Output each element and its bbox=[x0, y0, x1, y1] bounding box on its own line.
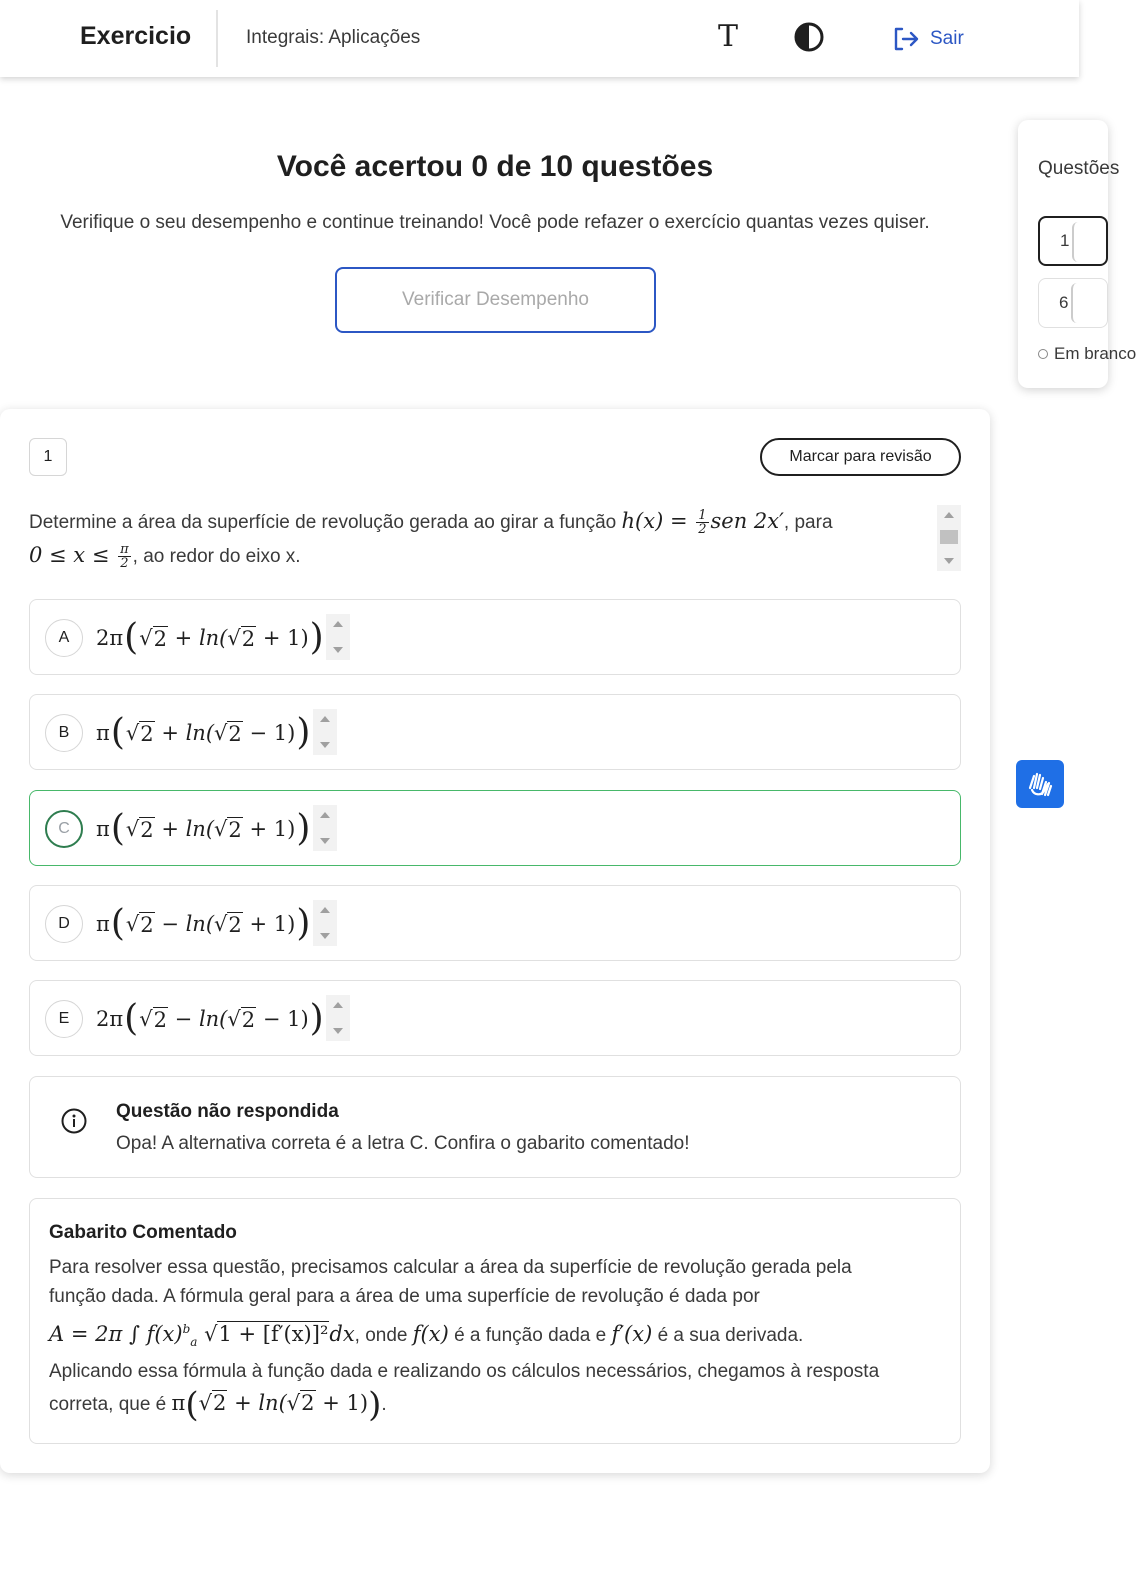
feedback-box bbox=[29, 1076, 961, 1178]
paren-close: ) bbox=[309, 998, 324, 1039]
scroll-down-icon[interactable] bbox=[333, 1028, 343, 1034]
sqrt-value: 2 bbox=[241, 626, 256, 651]
scroll-up-icon[interactable] bbox=[320, 716, 330, 722]
navigator-question-1[interactable] bbox=[1038, 216, 1108, 266]
navigator-number: 1 bbox=[1060, 231, 1070, 250]
subject-title: Integrais: Aplicações bbox=[246, 27, 421, 48]
answer-final-line bbox=[49, 1385, 949, 1426]
option-scrollbar[interactable] bbox=[313, 805, 337, 851]
question-navigator-panel bbox=[1018, 120, 1136, 388]
option-letter: E bbox=[45, 1000, 83, 1038]
sqrt-value: 2 bbox=[241, 1007, 256, 1032]
formula-op: + ln( bbox=[174, 626, 228, 650]
score-description: Verifique o seu desempenho e continue treinando! Você pode refazer o exercício quantas vezes quiser. bbox=[60, 212, 930, 233]
paren-close: ) bbox=[368, 1385, 382, 1426]
option-formula: π ( √ 2 + ln( √ 2 + 1) ) bbox=[96, 808, 311, 849]
scroll-down-icon[interactable] bbox=[333, 647, 343, 653]
scroll-down-icon[interactable] bbox=[320, 933, 330, 939]
scroll-up-icon[interactable] bbox=[320, 907, 330, 913]
scroll-up-icon[interactable] bbox=[944, 512, 954, 518]
formula-tail: + 1) bbox=[262, 626, 309, 650]
paren-open: ( bbox=[124, 617, 139, 658]
sqrt-value: 2 bbox=[228, 912, 242, 937]
sqrt-value: 2 bbox=[213, 1391, 227, 1416]
brand-title: Exercicio bbox=[80, 22, 192, 50]
logout-label: Sair bbox=[930, 28, 964, 49]
navigator-next-cell bbox=[1071, 283, 1111, 323]
top-header bbox=[0, 0, 1079, 77]
scroll-up-icon[interactable] bbox=[320, 812, 330, 818]
scroll-up-icon[interactable] bbox=[333, 621, 343, 627]
formula-coef: π bbox=[171, 1391, 186, 1416]
formula-tail: + 1) bbox=[249, 817, 296, 841]
verify-performance-button[interactable]: Verificar Desempenho bbox=[335, 267, 656, 333]
scroll-thumb[interactable] bbox=[940, 530, 958, 544]
score-title: Você acertou 0 de 10 questões bbox=[276, 150, 714, 183]
final-answer-formula: π(√2 + ln(√2 + 1)) bbox=[171, 1385, 382, 1426]
paren-close: ) bbox=[296, 808, 311, 849]
commented-answer-box bbox=[29, 1198, 961, 1444]
sqrt-value: 2 bbox=[140, 721, 154, 746]
option-letter: D bbox=[45, 905, 83, 943]
option-c[interactable] bbox=[29, 790, 961, 866]
answer-text: é a sua derivada. bbox=[657, 1325, 804, 1346]
range-lhs: 0 ≤ x ≤ bbox=[29, 543, 110, 567]
integral-lower: a bbox=[190, 1335, 198, 1350]
option-formula: π ( √ 2 − ln( √ 2 + 1) ) bbox=[96, 903, 311, 944]
function-rhs: sen 2x′ bbox=[710, 509, 784, 533]
paren-open: ( bbox=[110, 903, 125, 944]
navigator-next-cell bbox=[1072, 222, 1112, 262]
function-symbol: f(x) bbox=[412, 1322, 449, 1346]
formula-op: − ln( bbox=[174, 1007, 228, 1031]
paren-close: ) bbox=[296, 903, 311, 944]
blank-dot-icon bbox=[1038, 349, 1048, 359]
fraction-pi-half bbox=[118, 543, 131, 570]
formula-coef: π bbox=[96, 817, 110, 841]
answer-text: é a função dada e bbox=[454, 1325, 607, 1346]
sqrt-value: 2 bbox=[153, 626, 167, 651]
navigator-question-6[interactable] bbox=[1038, 278, 1108, 328]
surface-area-formula: A = 2π ∫ $f(x)^b_a$ √1 + [f′(x)]²dx bbox=[49, 1322, 355, 1350]
scroll-down-icon[interactable] bbox=[320, 742, 330, 748]
navigator-title: Questões bbox=[1038, 158, 1120, 179]
formula-op: + ln( bbox=[234, 1391, 287, 1416]
sqrt-value: 2 bbox=[153, 1007, 167, 1032]
formula-coef: 2π bbox=[96, 626, 124, 650]
answer-formula-line bbox=[49, 1315, 949, 1357]
statement-text: , ao redor do eixo x. bbox=[132, 546, 301, 567]
sqrt-value: 2 bbox=[140, 817, 154, 842]
paren-close: ) bbox=[296, 712, 311, 753]
option-a[interactable] bbox=[29, 599, 961, 675]
fraction-half bbox=[696, 509, 708, 536]
fraction-denominator: 2 bbox=[698, 522, 707, 537]
contrast-icon[interactable] bbox=[794, 22, 824, 52]
sqrt-value: 2 bbox=[228, 817, 242, 842]
formula-dx: dx bbox=[329, 1322, 355, 1346]
formula-coef: π bbox=[96, 912, 110, 936]
legend-label: Em branco bbox=[1054, 344, 1136, 363]
option-letter: A bbox=[45, 619, 83, 657]
option-letter: C bbox=[45, 810, 83, 848]
statement-function bbox=[621, 508, 784, 537]
paren-open: ( bbox=[110, 712, 125, 753]
question-number: 1 bbox=[29, 438, 67, 476]
scroll-down-icon[interactable] bbox=[320, 838, 330, 844]
font-size-icon[interactable]: T bbox=[717, 19, 738, 54]
sqrt-value: 2 bbox=[140, 912, 154, 937]
header-divider bbox=[216, 10, 218, 67]
formula-op: − ln( bbox=[161, 912, 215, 936]
navigator-legend bbox=[1038, 344, 1136, 364]
answer-text: , onde bbox=[354, 1325, 408, 1346]
option-letter: B bbox=[45, 714, 83, 752]
scroll-down-icon[interactable] bbox=[944, 558, 954, 564]
option-formula: 2π ( √ 2 + ln( √ 2 + 1) ) bbox=[96, 617, 324, 658]
paren-open: ( bbox=[124, 998, 139, 1039]
libras-accessibility-button[interactable] bbox=[1016, 760, 1064, 808]
fraction-denominator: 2 bbox=[120, 556, 129, 571]
formula-main: A = 2π ∫ f(x) bbox=[49, 1322, 183, 1346]
logout-icon bbox=[892, 26, 920, 52]
formula-tail: + 1) bbox=[322, 1391, 369, 1416]
sqrt-value: 2 bbox=[301, 1391, 315, 1416]
answer-line: Aplicando essa fórmula à função dada e realizando os cálculos necessários, chegamos à resposta bbox=[49, 1361, 880, 1383]
option-scrollbar[interactable] bbox=[326, 614, 350, 660]
paren-close: ) bbox=[309, 617, 324, 658]
commented-answer-text bbox=[49, 1253, 949, 1426]
feedback-text: Opa! A alternativa correta é a letra C. Confira o gabarito comentado! bbox=[116, 1133, 690, 1154]
feedback-title: Questão não respondida bbox=[116, 1101, 339, 1122]
integral-upper: b bbox=[182, 1322, 191, 1336]
option-b[interactable] bbox=[29, 694, 961, 770]
option-scrollbar[interactable] bbox=[313, 900, 337, 946]
sqrt-value: 2 bbox=[228, 721, 242, 746]
option-e[interactable] bbox=[29, 980, 961, 1056]
scroll-up-icon[interactable] bbox=[333, 1002, 343, 1008]
formula-coef: π bbox=[96, 721, 110, 745]
option-d[interactable] bbox=[29, 885, 961, 961]
sign-language-hands-icon bbox=[1024, 768, 1056, 800]
question-card bbox=[0, 409, 990, 1473]
paren-open: ( bbox=[110, 808, 125, 849]
answer-text: correta, que é bbox=[49, 1394, 167, 1416]
formula-op: + ln( bbox=[161, 721, 215, 745]
option-scrollbar[interactable] bbox=[326, 995, 350, 1041]
statement-text: , para bbox=[783, 512, 833, 533]
answer-text: . bbox=[381, 1394, 387, 1416]
answer-line: Para resolver essa questão, precisamos calcular a área da superfície de revolução gerada pela bbox=[49, 1257, 852, 1278]
info-icon bbox=[61, 1108, 87, 1134]
derivative-symbol: f′(x) bbox=[611, 1322, 653, 1346]
question-statement bbox=[29, 505, 919, 573]
answer-line: função dada. A fórmula geral para a área de uma superfície de revolução é dada por bbox=[49, 1286, 760, 1307]
mark-for-review-button[interactable]: Marcar para revisão bbox=[760, 438, 961, 476]
formula-op: + ln( bbox=[161, 817, 215, 841]
logout-button[interactable] bbox=[892, 24, 964, 54]
fraction-numerator: 1 bbox=[698, 508, 707, 523]
navigator-number: 6 bbox=[1059, 293, 1069, 312]
formula-tail: + 1) bbox=[249, 912, 296, 936]
commented-answer-title: Gabarito Comentado bbox=[49, 1222, 237, 1243]
function-lhs: h(x) = bbox=[621, 509, 688, 533]
option-formula: 2π ( √ 2 − ln( √ 2 − 1) ) bbox=[96, 998, 324, 1039]
sqrt-value: 1 + [f′(x)]² bbox=[218, 1322, 329, 1346]
formula-tail: − 1) bbox=[249, 721, 296, 745]
statement-text: Determine a área da superfície de revolução gerada ao girar a função bbox=[29, 512, 617, 533]
statement-scrollbar[interactable] bbox=[937, 505, 961, 571]
option-formula: π ( √ 2 + ln( √ 2 − 1) ) bbox=[96, 712, 311, 753]
fraction-numerator: π bbox=[120, 542, 129, 557]
formula-coef: 2π bbox=[96, 1007, 124, 1031]
statement-range bbox=[29, 542, 133, 571]
paren-open: ( bbox=[185, 1385, 199, 1426]
formula-tail: − 1) bbox=[262, 1007, 309, 1031]
option-scrollbar[interactable] bbox=[313, 709, 337, 755]
